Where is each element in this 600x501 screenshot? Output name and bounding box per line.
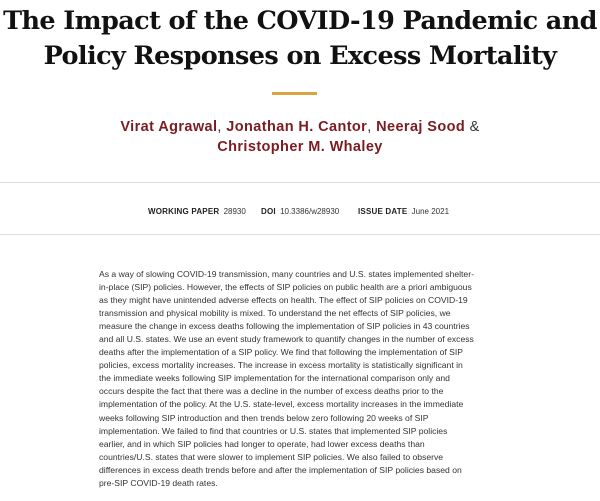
author-separator-and: & (469, 119, 480, 135)
abstract-line: policies, excess mortality increases. The increase in excess mortality is statistically significant in (99, 360, 463, 371)
author-link-neeraj-sood[interactable]: Neeraj Sood (376, 119, 466, 135)
author-line-2 (0, 137, 600, 157)
author-link-christopher-whaley[interactable]: Christopher M. Whaley (217, 139, 383, 155)
abstract-line: differences in excess death trends before and after the implementation of SIP policies based on (99, 464, 462, 475)
issue-date-label: ISSUE DATE (358, 207, 408, 216)
abstract-line: occurs despite the fact that there was a decline in the number of excess deaths prior to the (99, 386, 444, 397)
title-line-1: The Impact of the COVID-19 Pandemic and (3, 6, 597, 36)
abstract-line: implementation of the policy. At the U.S. state-level, excess mortality increases in the immediate (99, 399, 464, 410)
working-paper-label: WORKING PAPER (148, 207, 220, 216)
working-paper-value: 28930 (223, 207, 246, 216)
doi-label: DOI (261, 207, 276, 216)
title-divider-rule (272, 92, 317, 95)
abstract-line: As a way of slowing COVID-19 transmission, many countries and U.S. states implemented shelter- (99, 269, 474, 279)
abstract-line: pre-SIP COVID-19 death rates. (99, 477, 218, 488)
abstract-line: countries/U.S. states that were slower to implement SIP policies. We also failed to observe (99, 451, 444, 462)
doi-value[interactable]: 10.3386/w28930 (280, 207, 340, 216)
author-link-jonathan-cantor[interactable]: Jonathan H. Cantor (226, 119, 368, 135)
title-line-2: Policy Responses on Excess Mortality (43, 41, 557, 71)
author-list (0, 117, 600, 157)
working-paper-meta (148, 207, 246, 216)
abstract-line: earlier, and in which SIP policies had longer to operate, had lower excess deaths than (99, 438, 425, 449)
issue-date-meta (358, 207, 449, 216)
abstract-line: implementation. We failed to find that countries or U.S. states that implemented SIP policies (99, 425, 448, 436)
issue-date-value: June 2021 (411, 207, 450, 216)
abstract-text (99, 268, 509, 490)
author-line-1 (0, 117, 600, 137)
abstract-line: measure the change in excess deaths following the implementation of SIP policies in 43 countries (99, 321, 470, 332)
abstract-line: and all U.S. states. We use an event study framework to quantify changes in the number of excess (99, 334, 474, 345)
abstract-line: as they might have unintended adverse effects on health. The effect of SIP policies on COVID-19 (99, 295, 468, 306)
author-separator: , (367, 119, 372, 135)
abstract-line: weeks following SIP introduction and then trends below zero following 20 weeks of SIP (99, 412, 429, 423)
paper-metadata-band (0, 182, 600, 235)
author-link-virat-agrawal[interactable]: Virat Agrawal (120, 119, 218, 135)
abstract-line: deaths after the implementation of a SIP policy. We find that following the implementation of SIP (99, 347, 464, 358)
doi-meta (261, 207, 339, 216)
page-title (0, 4, 600, 74)
abstract-line: the immediate weeks following SIP implementation for the international comparison only and (99, 373, 450, 384)
abstract-line: in-place (SIP) policies. However, the effects of SIP policies on public health are a priori ambiguous (99, 282, 472, 293)
abstract-line: transmission and physical mobility is mixed. To understand the net effects of SIP policies, we (99, 308, 451, 319)
author-separator: , (217, 119, 222, 135)
